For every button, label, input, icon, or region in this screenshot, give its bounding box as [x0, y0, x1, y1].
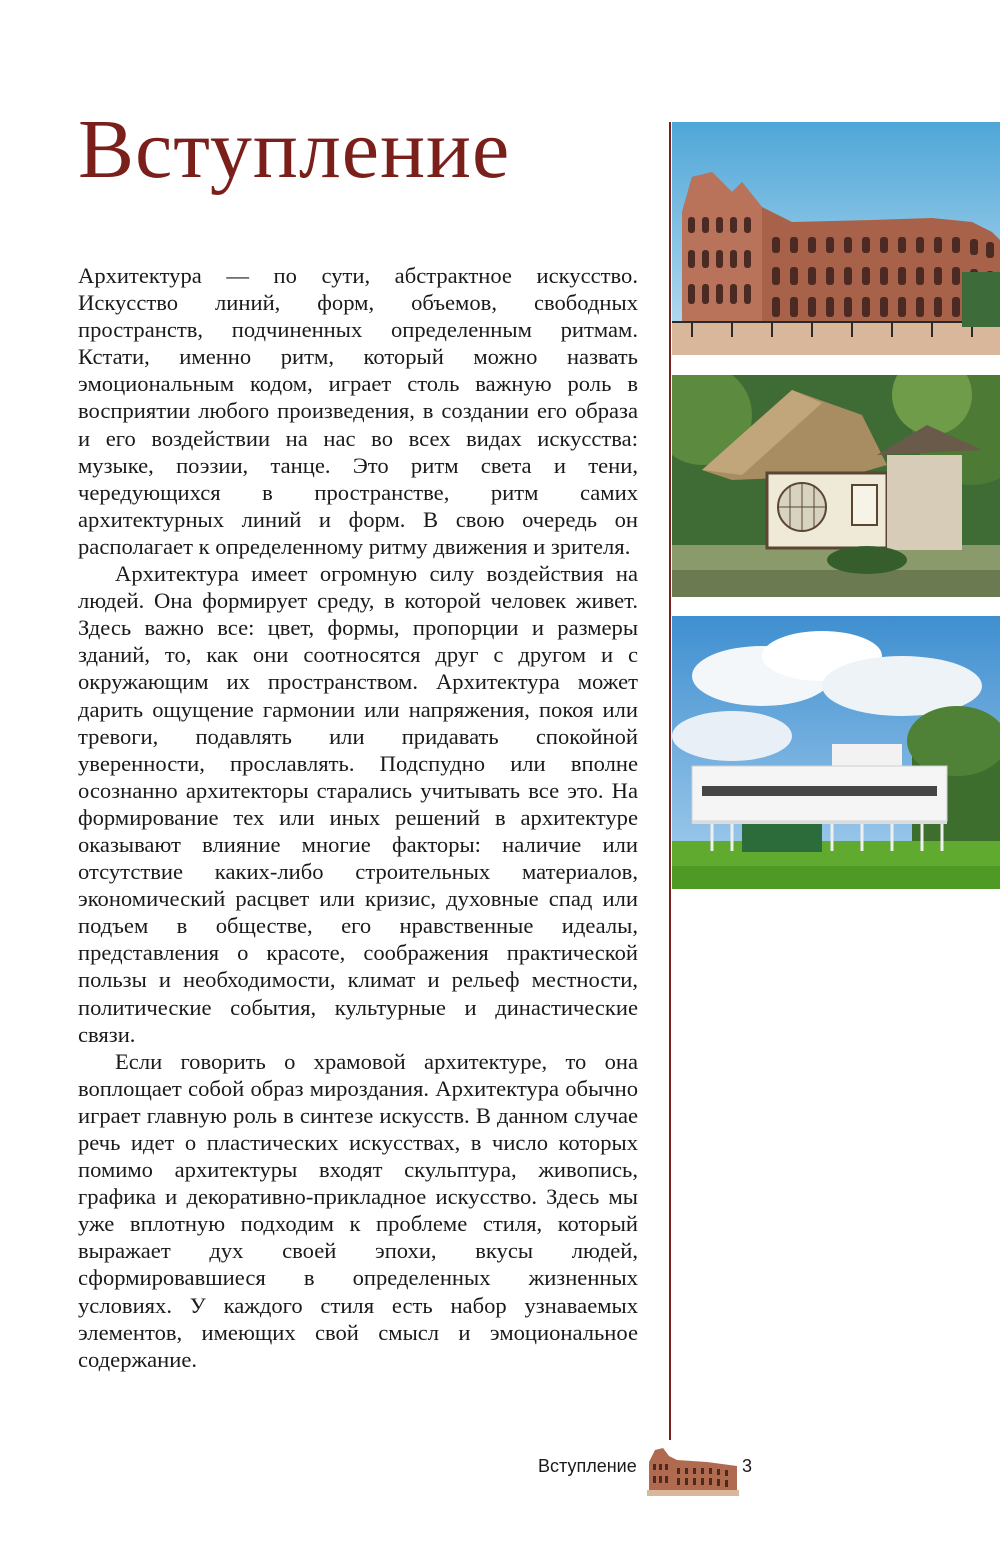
- page-title: Вступление: [78, 103, 511, 196]
- vertical-divider: [669, 122, 671, 1475]
- colosseum-photo: [672, 122, 1000, 355]
- colosseum-thumbnail-icon: [647, 1440, 739, 1496]
- paragraph-1: Архитектура — по сути, абстрактное искусство. Искусство линий, форм, объемов, свободных пространств, подчиненных определенным ритмам. Кстати, именно ритм, который можно назвать эмоциональным кодом, играет столь важную роль в восприятии любого произведения, в создании его образа и его воздействии на нас во всех видах искусства: музыке, поэзии, танце. Это ритм света и тени, чередующихся в пространстве, ритм самих архитектурных линий и форм. В свою очередь он располагает к определенному ритму движения и зрителя.: [78, 263, 638, 559]
- footer-section-label: Вступление: [538, 1456, 637, 1476]
- villa-savoye-photo: [672, 616, 1000, 889]
- paragraph-3: Если говорить о храмовой архитектуре, то она воплощает собой образ мироздания. Архитектура обычно играет главную роль в синтезе искусств. В данном случае речь идет о пластических искусствах, в число которых помимо архитектуры входят скульптура, живопись, графика и декоративно-прикладное искусство. Здесь мы уже вплотную подходим к проблеме стиля, который выражает дух своей эпохи, вкусы людей, сформировавшиеся в определенных жизненных условиях. У каждого стиля есть набор узнаваемых элементов, имеющих свой смысл и эмоциональное содержание.: [78, 1048, 638, 1372]
- body-text: [78, 262, 638, 1373]
- page-number: 3: [742, 1456, 753, 1476]
- tea-house-photo: [672, 375, 1000, 597]
- paragraph-2: Архитектура имеет огромную силу воздействия на людей. Она формирует среду, в которой человек живет. Здесь важно все: цвет, формы, пропорции и размеры зданий, то, как они соотносятся друг с другом и с окружающим их пространством. Архитектура может дарить ощущение гармонии или напряжения, покоя или тревоги, подавлять или придавать спокойной уверенности, прославлять. Подспудно или вполне осознанно архитекторы старались учитывать все это. На формирование тех или иных решений в архитектуре оказывают влияние многие факторы: наличие или отсутствие каких-либо строительных материалов, экономический расцвет или кризис, духовные спад или подъем в обществе, его нравственные идеалы, представления о красоте, соображения практической пользы и необходимости, климат и рельеф местности, политические события, культурные и династические связи.: [78, 561, 638, 1047]
